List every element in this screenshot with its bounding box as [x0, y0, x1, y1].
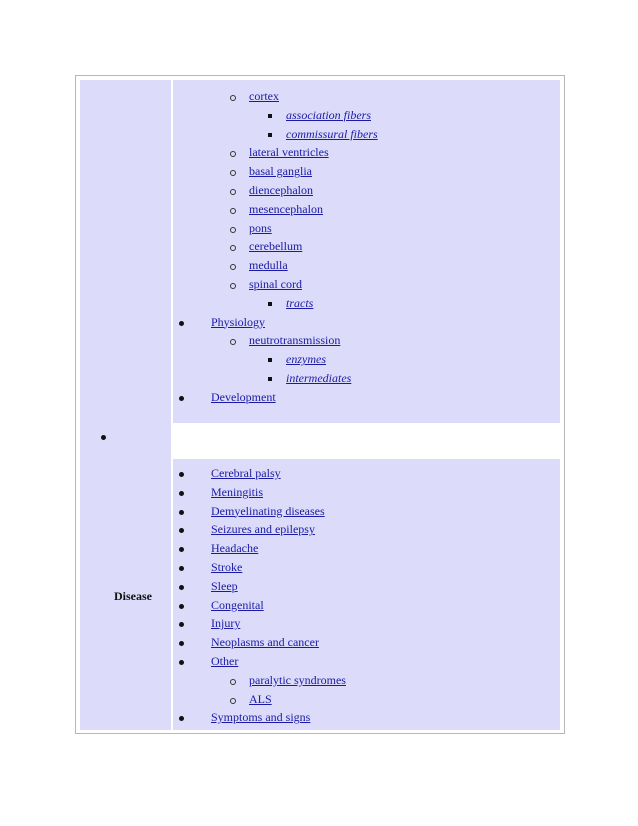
circle-bullet-icon — [230, 679, 236, 685]
list-item-headache — [211, 541, 258, 555]
list-item-spinal-cord — [249, 277, 302, 291]
circle-bullet-icon — [230, 208, 236, 214]
circle-bullet-icon — [230, 283, 236, 289]
list-item-intermediates — [286, 371, 351, 385]
navbox-table — [75, 75, 565, 734]
list-item-mesencephalon — [249, 202, 323, 216]
link-symptoms-and-signs[interactable]: Symptoms and signs — [211, 710, 311, 725]
link-sleep[interactable]: Sleep — [211, 578, 238, 593]
list-item-tracts — [286, 296, 313, 310]
list-item-sleep — [211, 579, 238, 593]
link-pons[interactable]: pons — [249, 220, 272, 235]
list-item-symptoms-and-signs — [211, 710, 310, 724]
link-enzymes[interactable]: enzymes — [286, 352, 326, 367]
list-item-pons — [249, 221, 272, 235]
square-bullet-icon — [268, 114, 272, 118]
square-bullet-icon — [268, 377, 272, 381]
link-cortex[interactable]: cortex — [249, 89, 279, 103]
list-item-meningitis — [211, 485, 263, 499]
list-item-neutrotransmission — [249, 333, 340, 347]
bullet-icon — [179, 604, 184, 609]
list-item-other — [211, 654, 238, 668]
list-item-association-fibers — [286, 108, 371, 122]
list-item-diencephalon — [249, 183, 313, 197]
list-item-medulla — [249, 258, 288, 272]
link-congenital[interactable]: Congenital — [211, 597, 264, 612]
link-cerebellum[interactable]: cerebellum — [249, 239, 303, 254]
list-item-neoplasms-and-cancer — [211, 635, 319, 649]
link-neoplasms-and-cancer[interactable]: Neoplasms and cancer — [211, 635, 319, 650]
list-item-development — [211, 390, 276, 404]
list-item-enzymes — [286, 352, 326, 366]
link-association-fibers[interactable]: association fibers — [286, 107, 372, 122]
link-medulla[interactable]: medulla — [249, 258, 288, 273]
bullet-icon — [179, 396, 184, 401]
list-item-stroke — [211, 560, 242, 574]
list-item-physiology — [211, 315, 265, 329]
empty-list-bullet — [101, 435, 106, 440]
link-als[interactable]: ALS — [249, 691, 272, 706]
link-intermediates[interactable]: intermediates — [286, 371, 352, 385]
link-diencephalon[interactable]: diencephalon — [249, 183, 313, 197]
list-item-commissural-fibers — [286, 127, 378, 141]
link-spinal-cord[interactable]: spinal cord — [249, 277, 302, 291]
list-item-lateral-ventricles — [249, 145, 329, 159]
bullet-icon — [179, 660, 184, 665]
list-item-seizures-and-epilepsy — [211, 522, 315, 536]
bullet-icon — [179, 566, 184, 571]
link-development[interactable]: Development — [211, 389, 276, 404]
link-tracts[interactable]: tracts — [286, 295, 314, 310]
group-label-cell — [80, 80, 171, 730]
list-item-cerebral-palsy — [211, 466, 281, 480]
circle-bullet-icon — [230, 698, 236, 704]
link-stroke[interactable]: Stroke — [211, 560, 243, 574]
link-neutrotransmission[interactable]: neutrotransmission — [249, 333, 341, 348]
link-injury[interactable]: Injury — [211, 616, 241, 631]
link-cerebral-palsy[interactable]: Cerebral palsy — [211, 466, 281, 480]
circle-bullet-icon — [230, 227, 236, 233]
list-item-cerebellum — [249, 239, 302, 253]
square-bullet-icon — [268, 358, 272, 362]
link-paralytic-syndromes[interactable]: paralytic syndromes — [249, 672, 346, 687]
link-seizures-and-epilepsy[interactable]: Seizures and epilepsy — [211, 522, 315, 537]
bullet-icon — [179, 585, 184, 590]
disease-group-label: Disease — [114, 589, 152, 603]
link-other[interactable]: Other — [211, 654, 239, 668]
link-demyelinating-diseases[interactable]: Demyelinating diseases — [211, 503, 325, 518]
list-item-congenital — [211, 598, 264, 612]
link-lateral-ventricles[interactable]: lateral ventricles — [249, 145, 329, 160]
link-meningitis[interactable]: Meningitis — [211, 484, 264, 499]
bullet-icon — [179, 472, 184, 477]
bullet-icon — [179, 321, 184, 326]
bullet-icon — [179, 510, 184, 515]
list-item-cortex — [249, 89, 279, 103]
list-item-injury — [211, 616, 240, 630]
link-mesencephalon[interactable]: mesencephalon — [249, 201, 323, 216]
square-bullet-icon — [268, 133, 272, 137]
bullet-icon — [179, 491, 184, 496]
list-item-basal-ganglia — [249, 164, 312, 178]
link-headache[interactable]: Headache — [211, 541, 259, 556]
circle-bullet-icon — [230, 95, 236, 101]
link-basal-ganglia[interactable]: basal ganglia — [249, 164, 312, 179]
list-item-demyelinating-diseases — [211, 504, 325, 518]
circle-bullet-icon — [230, 189, 236, 195]
square-bullet-icon — [268, 302, 272, 306]
list-item-paralytic-syndromes — [249, 673, 346, 687]
link-commissural-fibers[interactable]: commissural fibers — [286, 126, 378, 141]
link-physiology[interactable]: Physiology — [211, 314, 266, 329]
disease-list-cell — [173, 459, 560, 730]
list-item-als — [249, 692, 272, 706]
